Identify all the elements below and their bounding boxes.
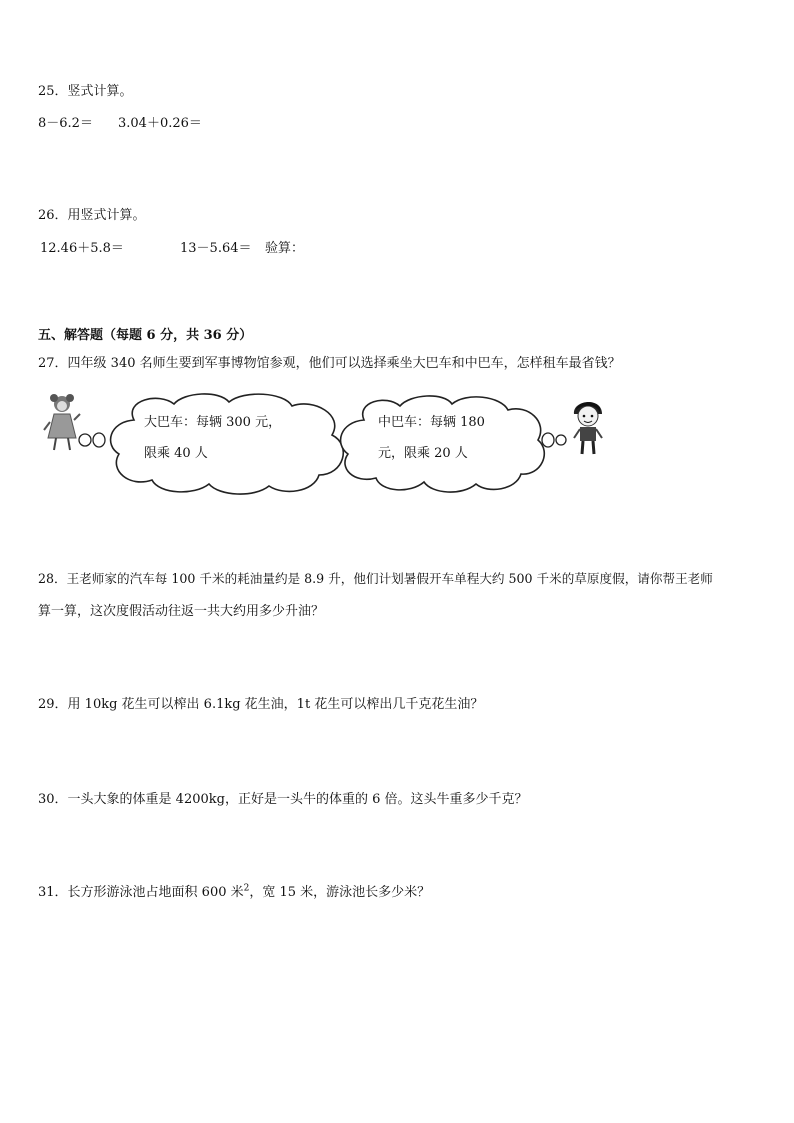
question-26-expr-1: 12.46＋5.8＝ [40, 241, 124, 256]
question-25-title: 25．竖式计算。 [38, 84, 133, 99]
question-28-line-1: 28．王老师家的汽车每 100 千米的耗油量约是 8.9 升，他们计划暑假开车单程大约 500 千米的草原度假，请你帮王老师 [38, 571, 713, 586]
question-31-text-after: ，宽 15 米，游泳池长多少米？ [249, 885, 431, 900]
question-31-text-before: 31．长方形游泳池占地面积 600 米 [38, 885, 244, 900]
cloud-right-line-1: 中巴车：每辆 180 [378, 415, 485, 430]
cloud-left-line-2: 限乘 40 人 [144, 446, 208, 461]
cloud-bubble-left [104, 390, 354, 498]
boy-illustration [568, 398, 608, 456]
question-26-expr-2: 13－5.64＝ [180, 241, 252, 256]
section-5-heading: 五、解答题（每题 6 分，共 36 分） [38, 328, 253, 343]
question-25-expr-1: 8－6.2＝ [38, 116, 93, 131]
question-30-text: 30．一头大象的体重是 4200kg，正好是一头牛的体重的 6 倍。这头牛重多少千克？ [38, 792, 528, 807]
cloud-bubble-right [336, 392, 551, 494]
question-31-superscript: 2 [243, 883, 250, 894]
question-26-title: 26．用竖式计算。 [38, 208, 146, 223]
question-28-line-2: 算一算，这次度假活动往返一共大约用多少升油？ [38, 604, 325, 619]
question-27-text: 27．四年级 340 名师生要到军事博物馆参观，他们可以选择乘坐大巴车和中巴车，怎样租车最省钱？ [38, 356, 621, 371]
speech-bubble-small-right [540, 432, 570, 448]
question-25-expr-2: 3.04＋0.26＝ [118, 116, 202, 131]
question-29-text: 29．用 10kg 花生可以榨出 6.1kg 花生油，1t 花生可以榨出几千克花生油？ [38, 697, 484, 712]
question-31-text [38, 884, 430, 902]
cloud-left-line-1: 大巴车：每辆 300 元， [144, 415, 282, 430]
question-26-check-label: 验算： [265, 241, 305, 256]
cloud-right-line-2: 元，限乘 20 人 [378, 446, 468, 461]
